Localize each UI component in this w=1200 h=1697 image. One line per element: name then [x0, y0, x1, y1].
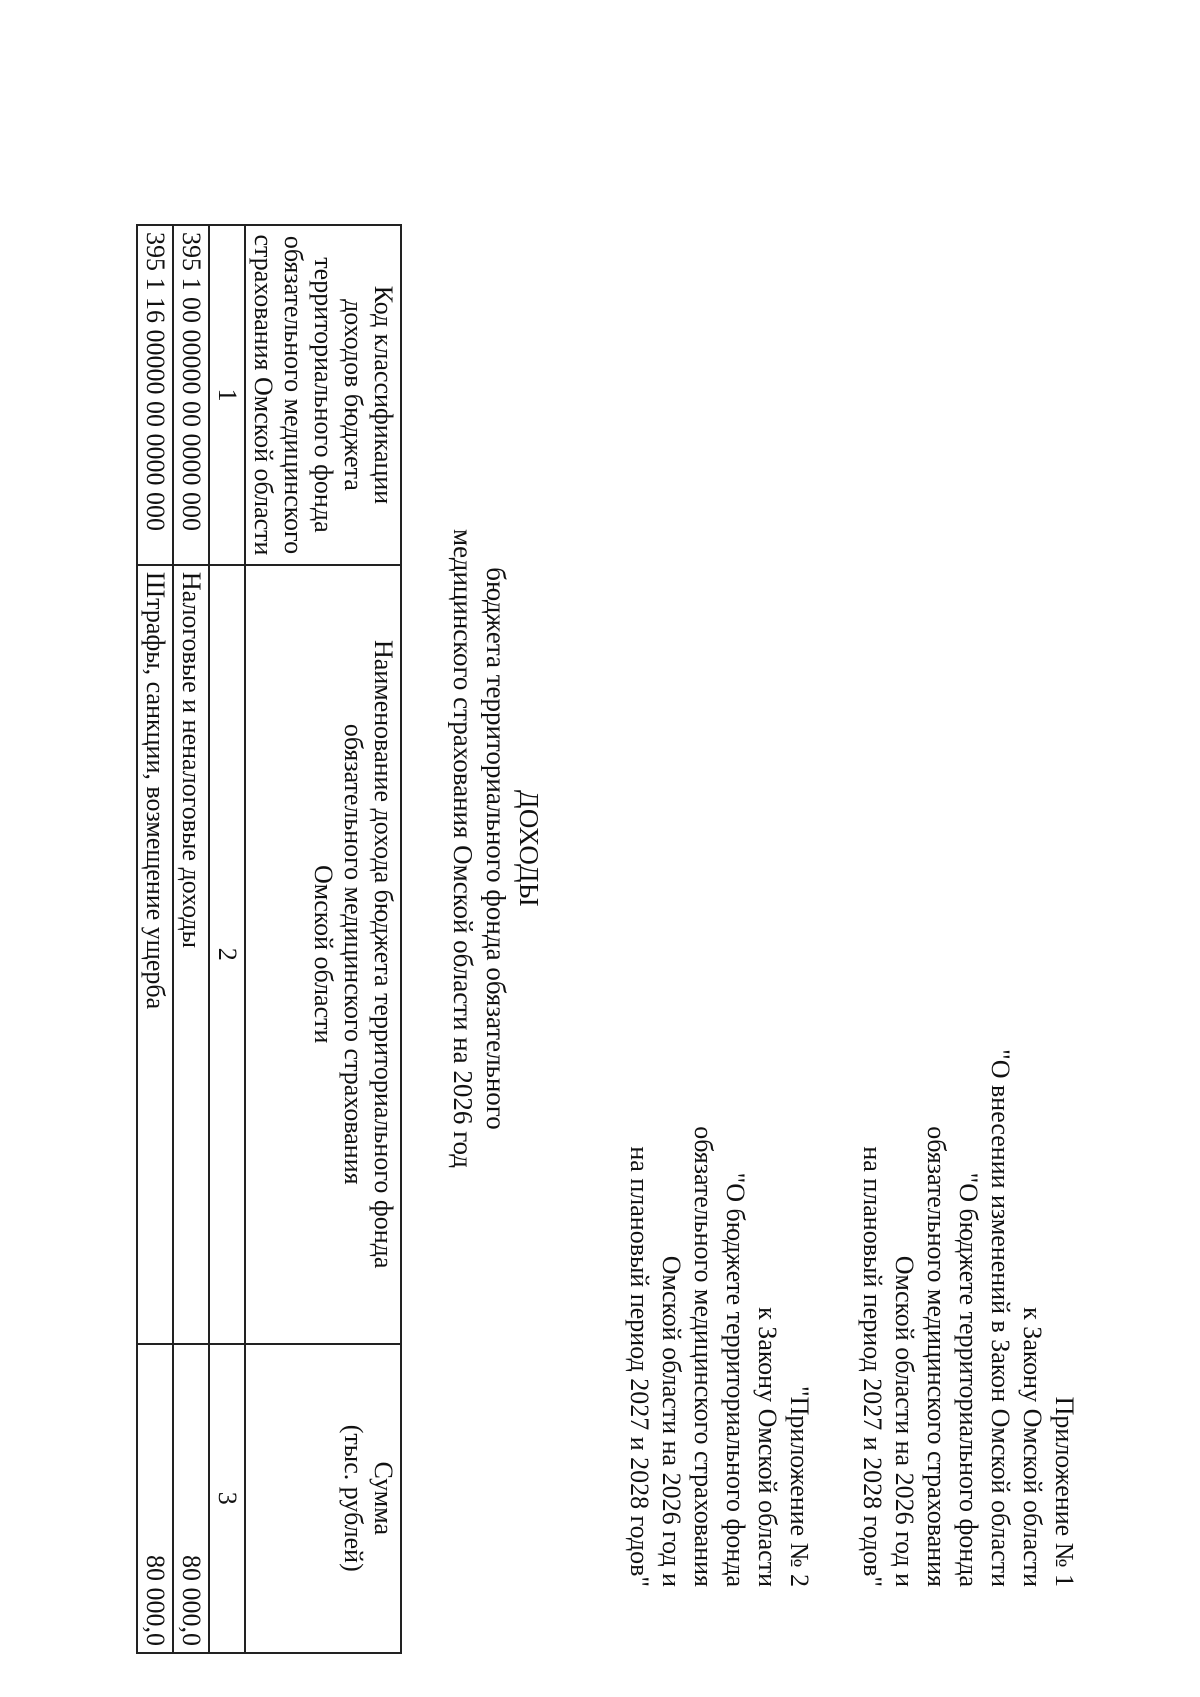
header-code-line: Код классификации	[369, 285, 398, 505]
annex-2-line: Омской области на 2026 год и	[657, 1255, 686, 1587]
column-number: 3	[209, 1344, 245, 1654]
header-code-line: страхования Омской области	[249, 234, 278, 556]
income-name: Штрафы, санкции, возмещение ущерба	[137, 565, 173, 1344]
header-code	[245, 225, 401, 565]
income-sum: 80 000,0	[137, 1344, 173, 1654]
annex-1-line: Приложение № 1	[1050, 1396, 1079, 1587]
header-code-line: доходов бюджета	[339, 299, 368, 491]
income-code: 395 1 16 00000 00 0000 000	[137, 225, 173, 565]
annex-2-line: к Закону Омской области	[753, 1307, 782, 1587]
table-row	[173, 225, 209, 1653]
table-header-row	[245, 225, 401, 1653]
annex-2-line: на плановый период 2027 и 2028 годов"	[625, 1146, 654, 1587]
annex-1-line: "О внесении изменений в Закон Омской области	[986, 1049, 1015, 1587]
annex-2-line: "Приложение № 2	[785, 1386, 814, 1587]
column-number: 2	[209, 565, 245, 1344]
annex-2-line: обязательного медицинского страхования	[689, 1126, 718, 1587]
header-sum	[245, 1344, 401, 1654]
annex-2-line: "О бюджете территориального фонда	[721, 1172, 750, 1587]
income-sum: 80 000,0	[173, 1344, 209, 1654]
annex-1-reference	[856, 887, 1080, 1587]
document-title	[446, 0, 545, 1697]
income-code: 395 1 00 00000 00 0000 000	[173, 225, 209, 565]
header-sum-line: (тыс. рублей)	[339, 1424, 368, 1572]
annex-1-line: на плановый период 2027 и 2028 годов"	[858, 1146, 887, 1587]
income-name: Налоговые и неналоговые доходы	[173, 565, 209, 1344]
header-code-line: территориального фонда	[309, 257, 338, 533]
column-number-row	[209, 225, 245, 1653]
header-name-line: Наименование дохода бюджета территориального фонда	[369, 640, 398, 1269]
annex-1-line: к Закону Омской области	[1018, 1307, 1047, 1587]
header-sum-line: Сумма	[369, 1461, 398, 1536]
header-name	[245, 565, 401, 1344]
header-name-line: обязательного медицинского страхования	[339, 723, 368, 1185]
table-row	[137, 225, 173, 1653]
title-line-2: бюджета территориального фонда обязательного	[481, 567, 511, 1130]
annex-2-reference	[623, 887, 815, 1587]
annex-1-line: обязательного медицинского страхования	[922, 1126, 951, 1587]
header-code-line: обязательного медицинского	[279, 235, 308, 555]
income-table	[136, 224, 402, 1654]
header-name-line: Омской области	[309, 865, 338, 1044]
title-line-3: медицинского страхования Омской области на 2026 год	[448, 529, 478, 1168]
annex-1-line: Омской области на 2026 год и	[890, 1255, 919, 1587]
title-heading: ДОХОДЫ	[514, 789, 544, 908]
column-number: 1	[209, 225, 245, 565]
annex-1-line: "О бюджете территориального фонда	[954, 1172, 983, 1587]
